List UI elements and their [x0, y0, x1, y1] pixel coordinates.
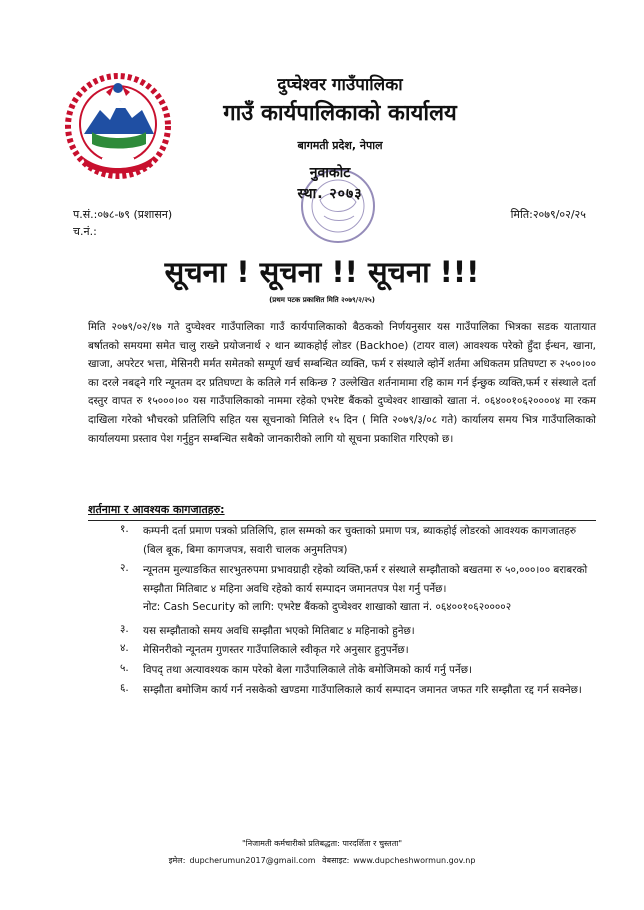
province-line: बागमती प्रदेश, नेपाल — [297, 139, 383, 152]
condition-item: मेसिनरीको न्यूनतम गुणस्तर गाउँपालिकाले स्वीकृत गरे अनुसार हुनुपर्नेछ। — [143, 644, 409, 656]
nepal-emblem-icon — [62, 70, 174, 180]
condition-number: १. — [120, 523, 129, 535]
email-link[interactable]: dupcherumun2017@gmail.com — [189, 856, 316, 865]
office-name: गाउँ कार्यपालिकाको कार्यालय — [223, 101, 457, 126]
condition-number: ६. — [120, 682, 129, 694]
condition-item: यस सम्झौताको समय अवधि सम्झौता भएको मितिबाट ४ महिनाको हुनेछ। — [143, 625, 415, 637]
municipality-name: दुप्चेश्वर गाउँपालिका — [277, 75, 403, 95]
condition-item: विपद् तथा अत्यावश्यक काम परेको बेला गाउँपालिकाले तोके बमोजिमको कार्य गर्नु पर्नेछ। — [143, 664, 472, 676]
condition-number: २. — [120, 562, 129, 574]
website-label: वेबसाइट: — [322, 856, 350, 865]
cash-security-note: नोट: Cash Security को लागि: एभरेष्ट बैंकको दुप्चेश्वर शाखाको खाता नं. ०६४००१०६२००००२ — [143, 601, 512, 614]
conditions-title: शर्तनामा र आवश्यक कागजातहरु: — [88, 503, 225, 516]
section-divider — [88, 520, 596, 521]
condition-item: सम्झौता बमोजिम कार्य गर्न नसकेको खण्डमा गाउँपालिकाले कार्य सम्पादन जमानत जफत गरि सम्झौता रद्द गर्न सक्नेछ। — [143, 684, 582, 696]
condition-item: कम्पनी दर्ता प्रमाण पत्रको प्रतिलिपि, हाल सम्मको कर चुक्ताको प्रमाण पत्र, ब्याकहोई लोडरको आवश्यक कागजातहरु (बिल बूक, बिमा कागजपत्र, सवारी चालक अनुमतिपत्र) — [143, 525, 577, 556]
reference-number: प.सं.:०७८-७९ (प्रशासन) — [73, 208, 173, 221]
dispatch-number: च.नं.: — [73, 225, 97, 238]
condition-item — [143, 561, 593, 617]
condition-number: ३. — [120, 623, 129, 635]
footer-motto: "निजामती कर्मचारीको प्रतिबद्धता: पारदर्शिता र चुस्तता" — [241, 839, 403, 848]
condition-number: ५. — [120, 662, 129, 674]
condition-number: ४. — [120, 642, 129, 654]
notice-title: सूचना ! सूचना !! सूचना !!! — [164, 255, 480, 289]
publication-date: (प्रथम पटक प्रकाशित मिति २०७९/२/२५) — [269, 296, 375, 304]
email-label: इमेल: — [168, 856, 186, 865]
district-name: नुवाकोट — [309, 165, 351, 181]
issue-date: मिति:२०७९/०२/२५ — [510, 208, 586, 221]
stamp-establishment: स्था. २०७३ — [297, 186, 363, 202]
footer-contact — [0, 855, 644, 866]
website-link[interactable]: www.dupcheshwormun.gov.np — [353, 856, 476, 865]
notice-body: मिति २०७९/०२/१७ गते दुप्चेश्वर गाउँपालिका गाउँ कार्यपालिकाको बैठकको निर्णयनुसार यस गाउँपालिका भित्रका सडक यातायात बर्षातको समयमा समेत चालु राख्ने प्रयोजनार्थ २ थान ब्याकहोई लोडर (Backhoe) (टायर वाल) आवश्यक परेको हुँदा ईन्धन, खाना, खाजा, अपरेटर भत्ता, मेसिनरी मर्मत समेतको सम्पूर्ण खर्च सम्बन्धित व्यक्ति, फर्म र संस्थाले व्होर्ने शर्तमा अधिकतम प्रतिघण्टा रु २५००।०० का दरले नबढ्ने गरि न्यूनतम दर प्रतिघण्टा के कतिले गर्न सकिन्छ ? उल्लेखित शर्तनामामा रहि काम गर्न ईन्छुक व्यक्ति,फर्म र संस्थाले दर्ता दस्तुर वापत रु १५०००।०० यस गाउँपालिकाको नाममा रहेको एभरेष्ट बैंकको दुप्चेश्वर शाखाको खाता नं. ०६४००१०६२००००४ मा रकम दाखिला गरेको भौचरको प्रतिलिपि सहित यस सूचनाको मितिले १५ दिन ( मिति २०७९/३/०८ गते) कार्यालय समय भित्र गाउँपालिकाको कार्यालयमा प्रस्ताव पेश गर्नुहुन सम्बन्धित सबैको जानकारीको लागि यो सूचना प्रकाशित गरिएको छ। — [88, 321, 596, 445]
condition-item-text: न्यूनतम मुल्याङकित सारभुतरुपमा प्रभावग्राही रहेको व्यक्ति,फर्म र संस्थाले सम्झौताको बखतमा रु ५०,०००।०० बराबरको सम्झौता मितिबाट ४ महिना अवधि रहेको कार्य सम्पादन जमानतपत्र पेश गर्नु पर्नेछ। — [143, 564, 588, 595]
